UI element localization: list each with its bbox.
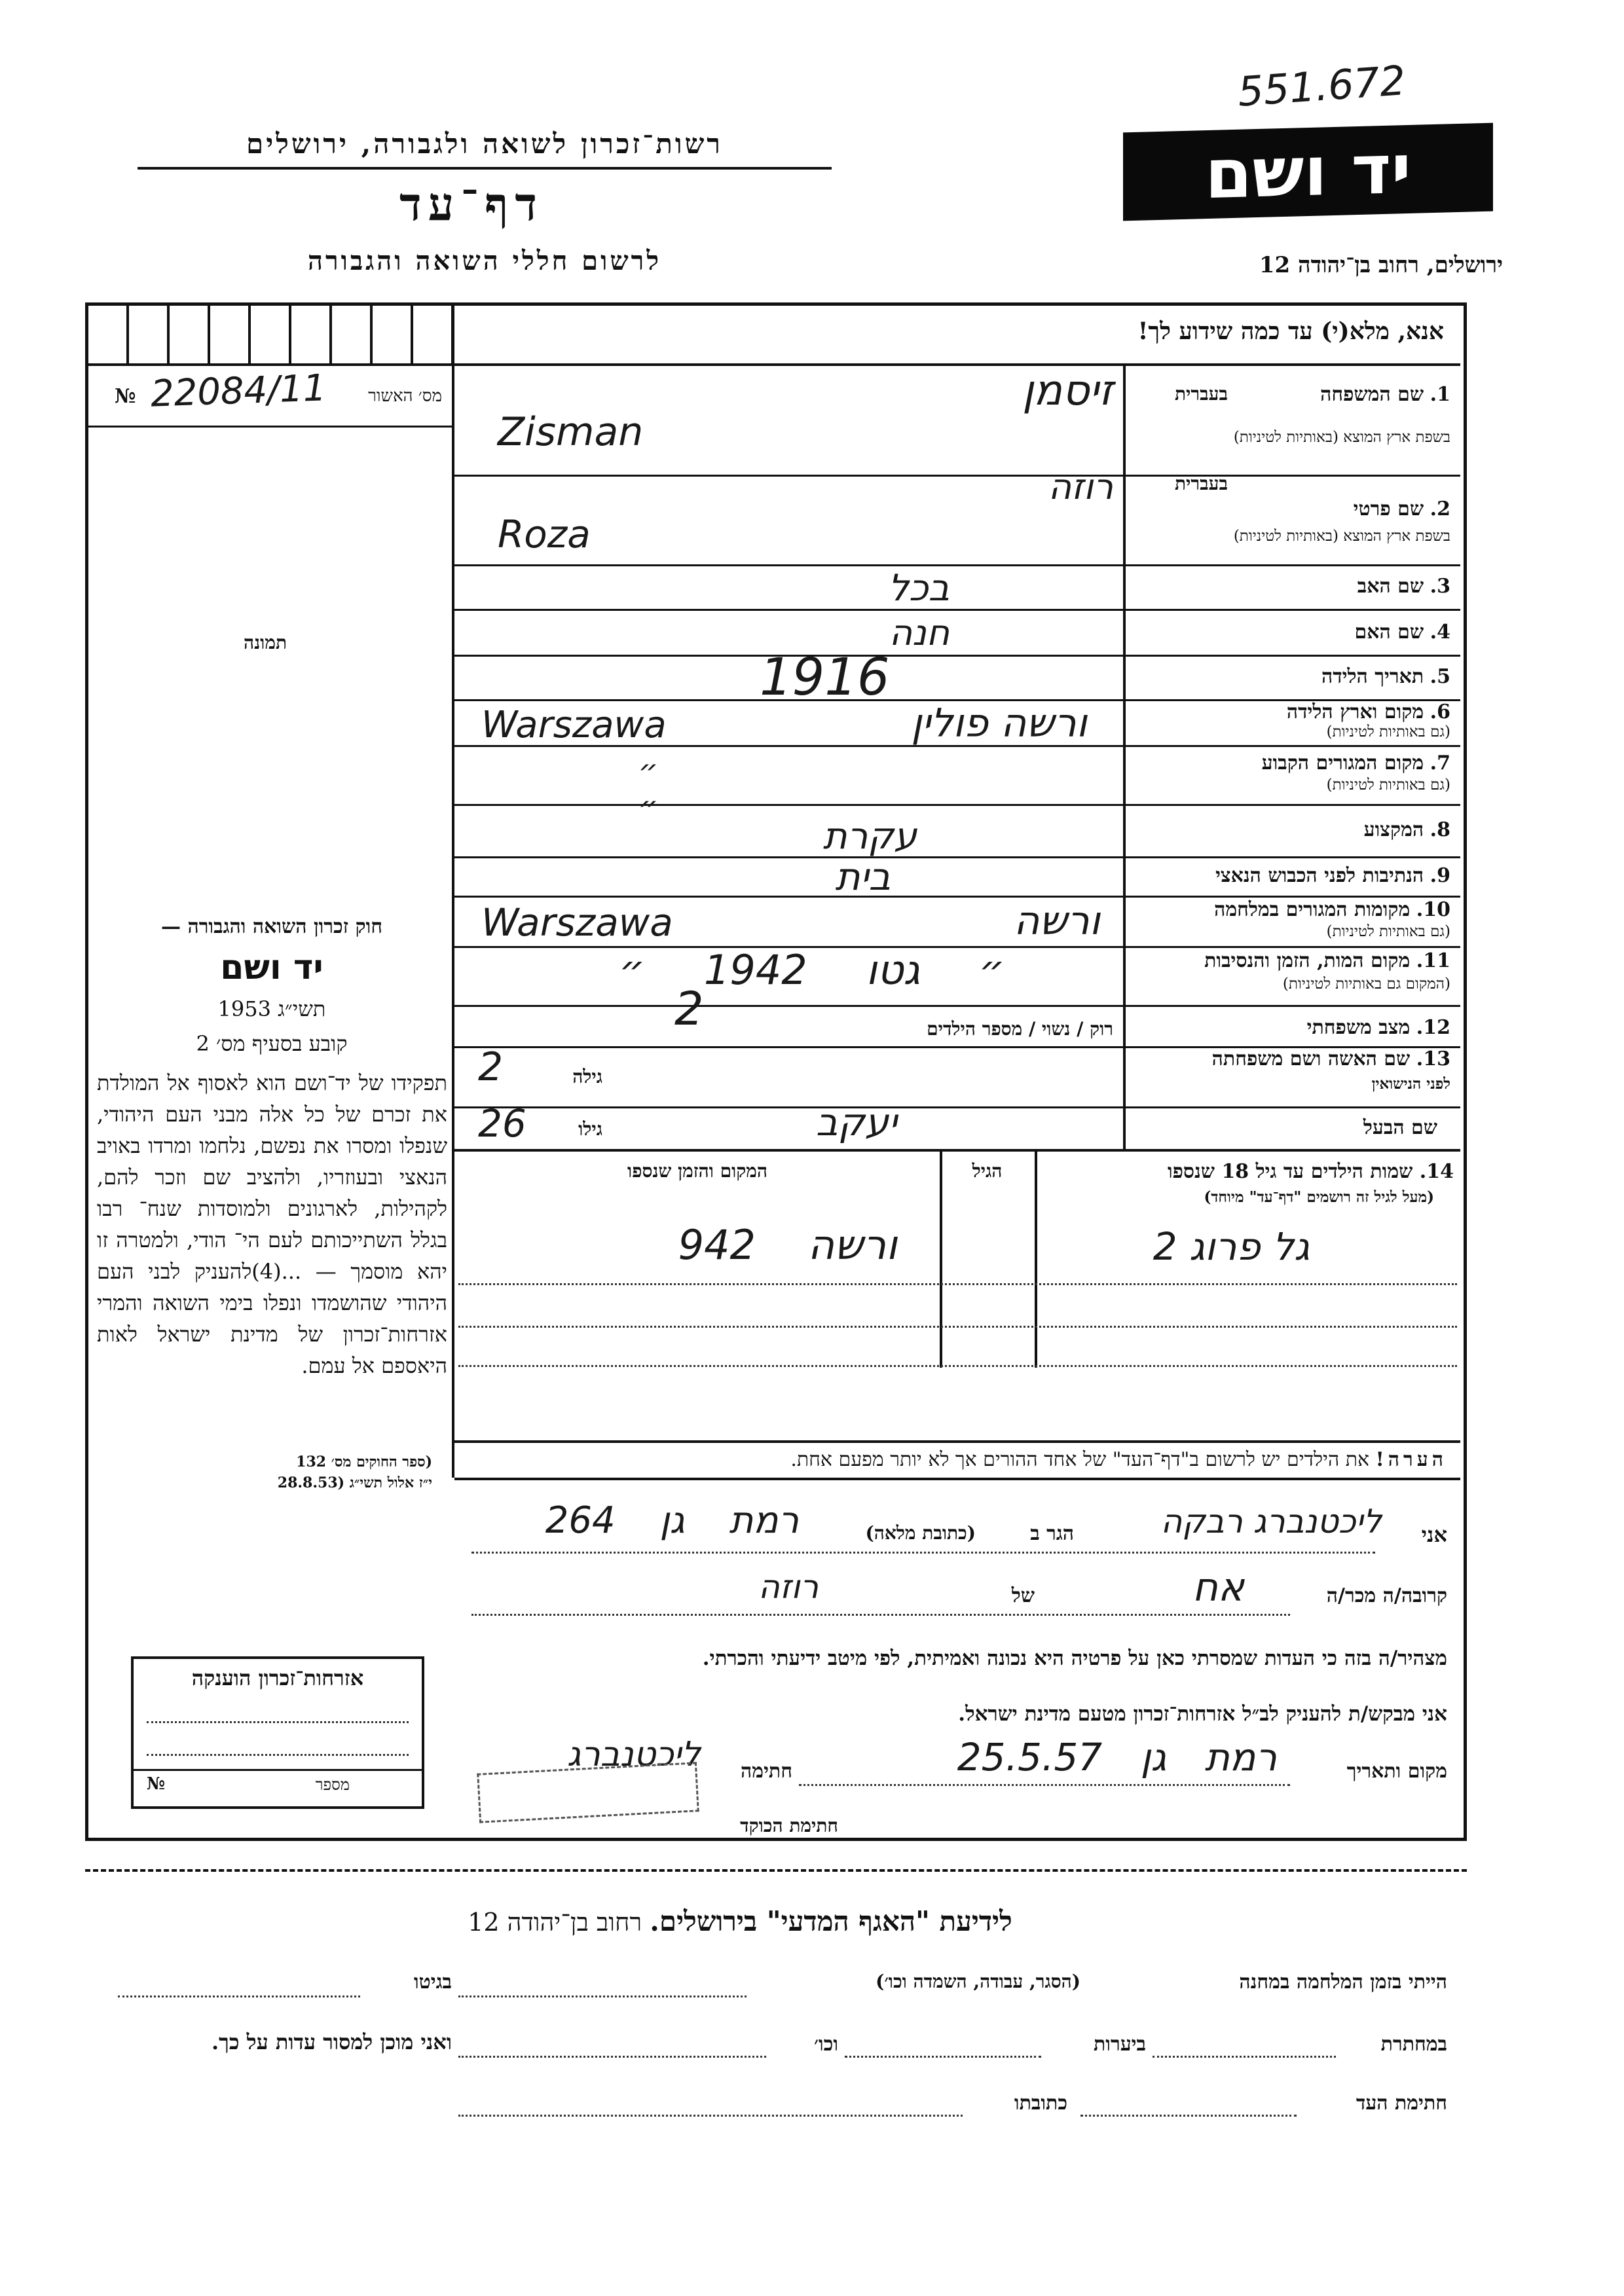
footer-line3-dots-1 [1080, 2115, 1297, 2117]
footer-line1-b: (הסגר, עבודה, השמדה וכו׳) [876, 1971, 1080, 1992]
citizenship-box [131, 1656, 424, 1809]
husband-age-value[interactable]: 26 [478, 1101, 526, 1146]
field-3-title: שם האב [1357, 575, 1424, 598]
field-11-sub: (המקום גם באותיות לטיניות) [1282, 975, 1450, 993]
row-line [454, 655, 1460, 657]
husband-label: שם הבעל [1363, 1116, 1437, 1139]
field-10-value[interactable]: ורשה [1014, 898, 1100, 944]
declaration-line-1 [471, 1552, 1375, 1554]
footer-line3-b: כתובתו [1014, 2092, 1067, 2115]
footer-line2-dots-1 [1153, 2056, 1336, 2058]
citizenship-number-symbol: № [147, 1774, 166, 1794]
law-year: תשי״ג 1953 [217, 996, 326, 1021]
footer-line2-dots-3 [458, 2056, 766, 2058]
field-1-number: 1. [1430, 383, 1450, 406]
footer-line3-dots-2 [458, 2115, 963, 2117]
field-4-value[interactable]: חנה [889, 612, 950, 653]
field-7-title: מקום המגורים הקבוע [1261, 752, 1424, 774]
child-place[interactable]: ורשה 942 [678, 1221, 897, 1269]
field-7-sub: (גם באותיות לטיניות) [1326, 776, 1450, 793]
field-10-sub: (גם באותיות לטיניות) [1326, 923, 1450, 940]
signature-value[interactable]: ליכטנברג [566, 1735, 701, 1774]
field-12-number: 12. [1416, 1016, 1450, 1039]
row-line [454, 609, 1460, 611]
declaration-request: אני מבקש/ת להעניק לב״ל אזרחות־זכרון מטעם מדינת ישראל. [958, 1702, 1447, 1726]
clerk-label: חתימת הכוקד [740, 1815, 838, 1836]
footer-line2-dots-2 [845, 2056, 1041, 2058]
field-8-label [1130, 818, 1450, 841]
row-line [454, 856, 1460, 858]
husband-name-value[interactable]: יעקב [816, 1100, 897, 1144]
footer-line1-end [118, 1995, 360, 1997]
children-heading-text: שמות הילדים עד גיל 18 שנספו [1167, 1160, 1413, 1183]
signature-label: חתימה [741, 1760, 792, 1783]
photo-label: תמונה [243, 632, 287, 653]
field-11-title: מקום המות, הזמן והנסיבות [1204, 949, 1411, 972]
field-8-number: 8. [1430, 818, 1450, 841]
field-3-value[interactable]: בכל [888, 567, 950, 610]
approval-number: 22084/11 [149, 367, 327, 416]
row-line [454, 1005, 1460, 1007]
declaration-statement: מצהיר/ה בזה כי העדות שמסרתי כאן על פרטיה היא נכונה ואמיתית, לפי מיטב ידיעתי והכרתי. [702, 1647, 1447, 1670]
form-title: דף־עד [399, 177, 544, 231]
field-11-number: 11. [1416, 949, 1450, 972]
field-7-label [1130, 752, 1450, 774]
law-text: תפקידו של יד־ושם הוא לאסוף אל המולדת את זכרם של כל אלה מבני העם היהודי, שנפלו ומסרו את נפשם, נלחמו ומרדו באויב הנאצי ובעוזריו, ולהציב שם וזכר להם, לקהילות, לארגונים ולמוסדות שנח־ רבו בגלל השתייכותם לעם הי־ הודי, ולמטרה זו יהא מוסמך — ...(4)להעניק לבני העם היהודי שהושמדו ונפלו בימי השואה והמרי אזרחות־זכרון של מדינת ישראל לאות היאספם אל עמם. [97, 1070, 448, 1378]
field-2-latin-value[interactable]: Roza [498, 512, 591, 556]
law-date: י״ז אלול תשי״ג (28.8.53 [277, 1474, 432, 1491]
citizenship-line-2 [147, 1754, 409, 1756]
marital-options: רוק / נשוי / מספר הילדים [927, 1018, 1113, 1040]
field-4-number: 4. [1430, 621, 1450, 644]
declaration-i-label: אני [1421, 1522, 1447, 1547]
field-2-number: 2. [1430, 498, 1450, 520]
field-13-title: שם האשה ושם משפחתה [1211, 1048, 1411, 1070]
field-6-value[interactable]: ורשה פולין [911, 701, 1087, 746]
law-clause: קובע בסעיף מס׳ 2 [196, 1031, 348, 1056]
children-row-line [458, 1365, 1457, 1367]
footer-separator [85, 1869, 1467, 1872]
field-6-latin-value[interactable]: Warszawa [481, 704, 667, 746]
wife-age-label: גילה [572, 1066, 602, 1087]
footer-line2-b: ביערות [1093, 2033, 1146, 2056]
citizenship-number-label: מספר [315, 1776, 350, 1794]
field-1-title: שם המשפחה [1320, 383, 1424, 406]
row-line [454, 1149, 1460, 1152]
note-label: הערה! [1375, 1448, 1447, 1471]
citizenship-title: אזרחות־זכרון הוענקה [191, 1666, 364, 1690]
authority-name: רשות־זכרון לשואה ולגבורה, ירושלים [246, 128, 723, 160]
field-6-label [1130, 701, 1450, 723]
field-9-number: 9. [1430, 864, 1450, 887]
header-address: ירושלים, רחוב בן־יהודה 12 [1259, 252, 1503, 278]
field-9-value[interactable]: בית [835, 854, 891, 899]
field-1-latin-value[interactable]: Zisman [498, 409, 644, 455]
field-5-title: תאריך הלידה [1321, 665, 1424, 688]
note-bottom-line [454, 1478, 1460, 1480]
declarant-name[interactable]: ליכטנברג רבקה [1160, 1503, 1382, 1540]
field-3-label [1130, 575, 1450, 598]
row-line [454, 1106, 1460, 1108]
footer-line1-dots [458, 1995, 747, 1997]
label-column-divider [1123, 363, 1126, 1149]
footer-heading: לידיעת "האגף המדעי" בירושלים. [650, 1905, 1012, 1937]
instruction-row-line [454, 363, 1460, 366]
citizenship-number-line [134, 1769, 422, 1771]
field-11-label [1130, 949, 1450, 972]
field-1-sub: בשפת ארץ המוצא (באותיות לטיניות) [1233, 429, 1450, 446]
field-10-title: מקומות המגורים במלחמה [1214, 898, 1411, 921]
citizenship-line-1 [147, 1721, 409, 1723]
field-2-hebrew-value[interactable]: רוזה [1048, 466, 1113, 507]
child-name[interactable]: גל פרוג 2 [1153, 1224, 1310, 1269]
footer-line2-d: ואני מוכן למסור עדות על כך. [211, 2030, 452, 2054]
footer-line2-a: במחתרת [1380, 2033, 1447, 2056]
field-4-title: שם האם [1354, 621, 1424, 644]
row-line [454, 896, 1460, 898]
authority-underline [138, 167, 832, 170]
resident-label: הגר ב [1030, 1522, 1074, 1545]
instruction-text: אנא, מלא(י) עד כמה שידוע לך! [1137, 318, 1444, 345]
address-hint: (כתובת מלאה) [865, 1522, 976, 1544]
field-14-number: 14. [1419, 1160, 1454, 1183]
approval-ticks [88, 306, 452, 366]
husband-age-label: גילו [578, 1118, 602, 1140]
field-13-label [1130, 1048, 1450, 1070]
field-1-hebrew-value[interactable]: זיסמן [1022, 367, 1113, 415]
field-2-lang: בעברית [1174, 473, 1228, 494]
field-6-sub: (גם באותיות לטיניות) [1326, 723, 1450, 740]
field-12-label [1130, 1016, 1450, 1039]
field-5-label [1130, 665, 1450, 688]
children-count-value[interactable]: 2 [674, 982, 704, 1036]
field-2-sub: בשפת ארץ המוצא (באותיות לטיניות) [1233, 528, 1450, 545]
note-text: את הילדים יש לרשום ב"דף־העד" של אחד ההורים אך לא יותר מפעם אחת. [790, 1448, 1370, 1471]
declaration-line-2 [471, 1614, 1290, 1616]
footer-line3-a: חתימת העד [1356, 2092, 1447, 2115]
approval-symbol: № [115, 385, 136, 408]
row-line [454, 564, 1460, 566]
field-7-number: 7. [1430, 752, 1450, 774]
children-sub: (מעל לגיל זה רושמים "דף־עד" מיוחד) [1204, 1188, 1434, 1206]
note-top-line [454, 1440, 1460, 1443]
field-13-sub: לפני הנישואין [1371, 1075, 1450, 1093]
field-6-title: מקום וארץ הלידה [1286, 701, 1424, 723]
children-heading [1041, 1160, 1454, 1183]
field-9-label [1130, 864, 1450, 887]
approval-label: מס׳ האשור [368, 386, 442, 406]
place-date-value[interactable]: רמת גן 25.5.57 [957, 1735, 1277, 1779]
wife-age-value[interactable]: 2 [478, 1044, 504, 1090]
field-3-number: 3. [1430, 575, 1450, 598]
field-7-value[interactable]: ״ ״ [638, 753, 764, 826]
field-4-label [1130, 621, 1450, 644]
field-2-label [1130, 498, 1450, 520]
children-col-divider [1035, 1152, 1037, 1368]
field-12-title: מצב משפחתי [1306, 1016, 1411, 1039]
field-10-number: 10. [1416, 898, 1450, 921]
law-heading: חוק זכרון השואה והגבורה — [161, 915, 382, 938]
children-col-age: הגיל [972, 1160, 1003, 1182]
children-row-line [458, 1326, 1457, 1328]
archive-number: 551.672 [1236, 56, 1407, 116]
footer-line1-a: הייתי בזמן המלחמה במחנה [1239, 1971, 1447, 1994]
field-5-number: 5. [1430, 665, 1450, 688]
logo-text: יד ושם [1205, 128, 1411, 215]
field-9-title: הנתיבות לפני הכבוש הנאצי [1215, 864, 1424, 887]
field-10-label [1130, 898, 1450, 921]
form-subtitle: לרשום חללי השואה והגבורה [307, 246, 662, 276]
field-13-number: 13. [1416, 1048, 1450, 1070]
relation-label: קרובה/ה מכר/ה [1326, 1584, 1447, 1607]
footer-address: רחוב בן־יהודה 12 [468, 1908, 642, 1937]
place-date-label: מקום ותאריך [1346, 1760, 1447, 1783]
children-col-place: המקום והזמן שנספו [627, 1160, 767, 1182]
footer-heading-row [262, 1905, 1218, 1938]
declarant-address[interactable]: רמת גן 264 [545, 1499, 799, 1542]
yad-vashem-logo [1123, 123, 1493, 221]
relation-value[interactable]: אח [1192, 1565, 1244, 1611]
field-2-title: שם פרטי [1353, 498, 1424, 520]
field-8-title: המקצוע [1363, 818, 1424, 841]
children-col-divider [940, 1152, 942, 1368]
field-11-value[interactable]: ״ גטו 1942 ״ [619, 946, 1005, 994]
place-date-line [799, 1784, 1290, 1786]
left-column-divider [452, 306, 454, 1478]
footer-line1-c: בגיטו [413, 1971, 452, 1994]
approval-row-line [88, 426, 452, 428]
field-6-number: 6. [1430, 701, 1450, 723]
of-value[interactable]: רוזה [758, 1568, 819, 1606]
law-name: יד ושם [220, 948, 323, 987]
field-5-value[interactable]: 1916 [760, 648, 890, 707]
field-1-lang: בעברית [1174, 383, 1228, 405]
field-10-latin-value[interactable]: Warszawa [481, 900, 673, 945]
note [458, 1448, 1447, 1471]
of-label: של [1011, 1584, 1035, 1607]
children-row-line [458, 1283, 1457, 1285]
footer-line2-c: וכו׳ [814, 2033, 838, 2056]
field-8-value[interactable]: עקרת [822, 815, 917, 858]
law-source: (ספר החוקים מס׳ 132 [296, 1453, 432, 1470]
